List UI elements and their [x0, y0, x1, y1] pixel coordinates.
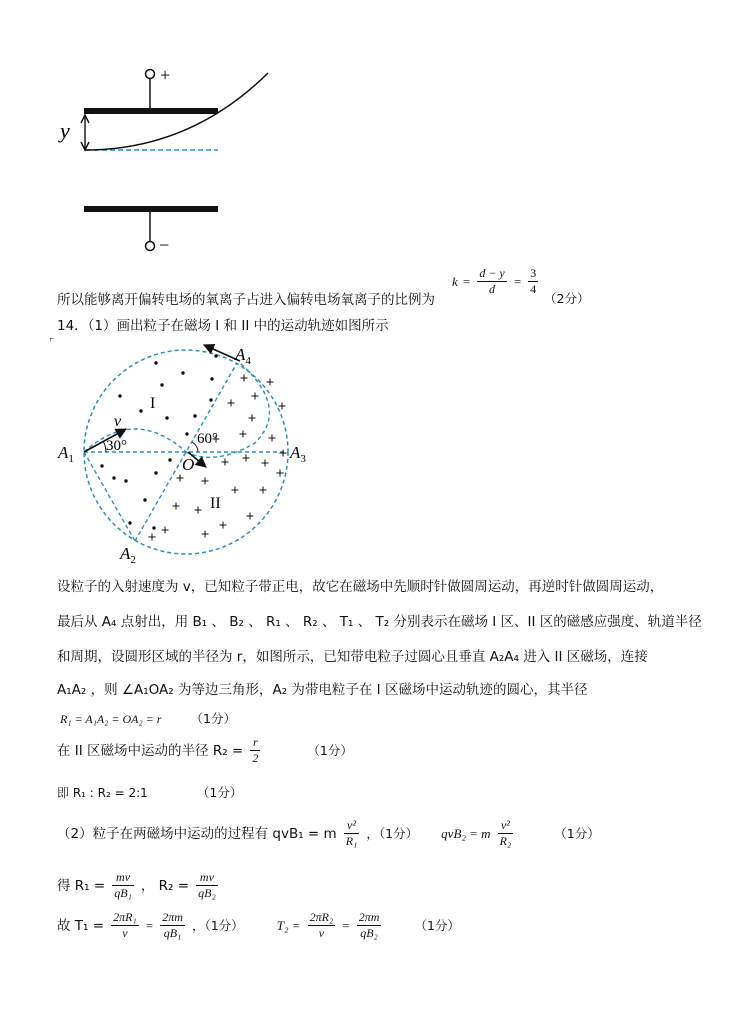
label-60deg: 60°	[197, 431, 218, 447]
fraction-denominator: qB₂	[360, 926, 378, 940]
label-a3: $A_3$	[290, 443, 306, 465]
part2-score1: ，（1分）	[366, 826, 419, 841]
part2-text: （2）粒子在两磁场中运动的过程有 qvB₁ = m	[57, 826, 337, 842]
minus-sign: −	[159, 235, 170, 255]
fraction-numerator: 3	[530, 266, 537, 280]
result1-prefix: 得 R₁ =	[57, 878, 106, 894]
equals: =	[145, 918, 154, 933]
label-v: v	[114, 413, 122, 430]
equation-r2	[57, 735, 353, 766]
result2-prefix: 故 T₁ =	[57, 918, 105, 934]
trajectory-arc-region1	[84, 429, 186, 452]
eq2-text: 在 II 区磁场中运动的半径 R₂ =	[57, 743, 244, 759]
result-period: 故 T₁ = $\frac{\text{2πR₁}}{v}$ = $\frac{2\pi m}{\text{qB₁}}$ ，（1分） T₂ = $\frac{\text{2πR₂}}{v}$ = $\frac{2\pi m}{\text{qB₂}}$ （1分）	[57, 910, 460, 940]
fraction-numerator: 2πR₁	[113, 910, 137, 924]
fraction-r-over-2	[250, 735, 260, 766]
label-a1: $A_1$	[58, 443, 74, 465]
fraction-denominator: d	[489, 282, 496, 296]
plus-sign: +	[160, 65, 171, 85]
fraction-numerator: mv	[112, 870, 134, 886]
fraction-numerator: d − y	[479, 266, 505, 280]
top-plate	[84, 108, 218, 114]
eq1-score: （1分）	[190, 711, 236, 726]
fraction-denominator: v	[122, 926, 128, 940]
result2-score1: ，（1分）	[191, 918, 244, 933]
fraction-v2-over-r2	[498, 818, 514, 849]
magnetic-field-figure	[50, 338, 330, 566]
equation-r1	[60, 708, 236, 727]
fraction-numerator: 2πR₂	[309, 910, 334, 924]
fraction-2pim-over-qb1	[160, 910, 185, 941]
equals: =	[462, 274, 471, 289]
fraction-denominator: qB₁	[114, 886, 132, 900]
fraction-2pir1-over-v	[111, 910, 139, 941]
fraction-denominator: qB₂	[198, 886, 216, 900]
fraction-denominator: R₂	[499, 834, 512, 848]
fraction-numerator: mv	[196, 870, 218, 886]
fraction-denominator: 4	[530, 282, 537, 296]
negative-terminal	[146, 242, 155, 251]
fraction-v2-over-r1	[344, 818, 360, 849]
label-a2: $A_2$	[120, 544, 136, 566]
positive-terminal	[146, 70, 155, 79]
y-label: y	[60, 118, 70, 143]
fraction-denominator: qB₁	[163, 926, 182, 940]
eq1-text: R₁ = A₁A₂ = OA₂ = r	[60, 712, 162, 726]
para-line-1: 设粒子的入射速度为 v，已知粒子带正电，故它在磁场中先顺时针做圆周运动，再逆时针做圆周运动，	[57, 579, 664, 595]
part2-line	[57, 818, 600, 849]
fraction-numerator: v²	[344, 818, 360, 834]
eq2-score: （1分）	[307, 743, 353, 758]
fraction-d-minus-y	[477, 266, 506, 297]
para-line-4: A₁A₂ ，则 ∠A₁OA₂ 为等边三角形，A₂ 为带电粒子在 I 区磁场中运动轨迹的圆心，其半径	[57, 682, 588, 698]
eq3-text: 即 R₁ : R₂ = 2:1	[57, 786, 148, 800]
para-line-2: 最后从 A₄ 点射出，用 B₁ 、 B₂ 、 R₁ 、 R₂ 、 T₁ 、 T₂ 分别表示在磁场 I 区、II 区的磁感应强度、轨道半径	[57, 614, 702, 630]
label-a4: $A_4$	[235, 345, 251, 367]
equation-ratio	[57, 782, 242, 801]
label-30deg: 30°	[106, 438, 127, 454]
fraction-denominator: v	[318, 926, 325, 940]
fraction-three-quarters	[528, 266, 538, 297]
bottom-plate	[84, 206, 218, 212]
part2-score2: （1分）	[554, 826, 600, 841]
ratio-text: 所以能够离开偏转电场的氧离子占进入偏转电场氧离子的比例为	[57, 292, 435, 308]
chord-a1-a2	[84, 452, 135, 541]
ratio-score: （2分）	[544, 291, 590, 306]
capacitor-diagram	[50, 62, 290, 257]
fraction-2pim-over-qb2	[357, 910, 382, 941]
label-o: O	[182, 455, 195, 474]
q14-heading: 14．（1）画出粒子在磁场 I 和 II 中的运动轨迹如图所示	[57, 318, 389, 334]
result1-mid: ， R₂ =	[140, 878, 190, 894]
para-line-3: 和周期，设圆形区域的半径为 r，如图所示，已知带电粒子过圆心且垂直 A₂A₄ 进入 II 区磁场，连接	[57, 649, 648, 665]
fraction-mv-over-qb2	[196, 870, 218, 901]
result-radius	[57, 870, 220, 901]
fraction-denominator: R₁	[345, 834, 358, 848]
ratio-line	[57, 288, 435, 308]
fraction-numerator: r	[250, 735, 260, 751]
ratio-formula: k = $\frac{d - y}{d}$ = $\frac{3}{4}$	[452, 266, 537, 296]
label-region2: II	[210, 495, 221, 512]
fraction-numerator: 2πm	[358, 910, 380, 924]
label-region1: I	[150, 395, 156, 412]
part2-text2: qvB₂ = m	[441, 826, 491, 841]
k-symbol: k	[452, 274, 458, 289]
eq3-score: （1分）	[196, 785, 243, 800]
fraction-numerator: 2πm	[162, 910, 183, 924]
result2-score2: （1分）	[414, 918, 460, 933]
result2-mid: T₂ =	[276, 918, 301, 933]
fraction-numerator: v²	[498, 818, 514, 834]
fraction-mv-over-qb1	[112, 870, 134, 901]
fraction-denominator: 2	[252, 751, 259, 765]
fraction-2pir2-over-v	[308, 910, 336, 941]
